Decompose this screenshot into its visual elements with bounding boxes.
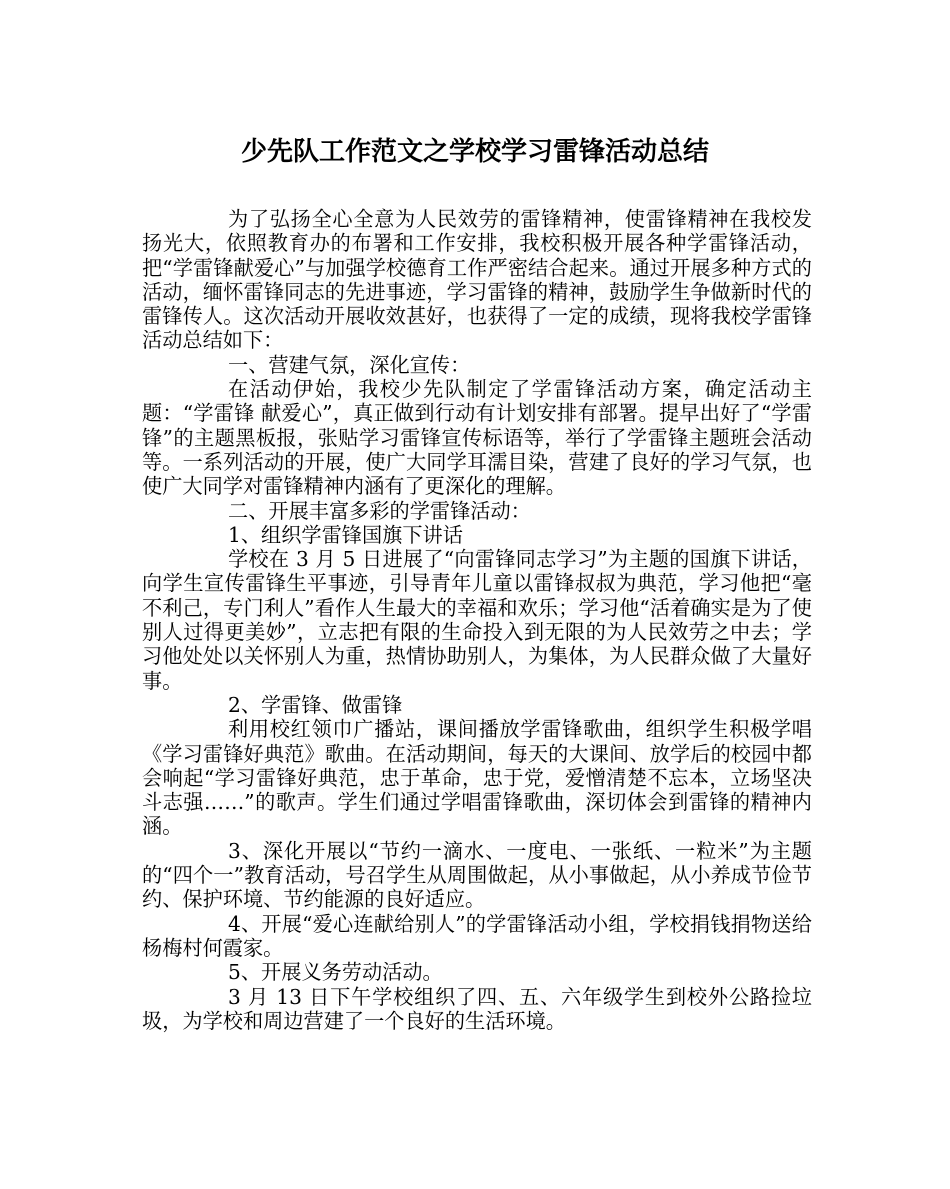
section-heading-1: 一、营建气氛，深化宣传：	[228, 352, 471, 377]
subheading-flag-speech: 1、组织学雷锋国旗下讲话	[228, 522, 463, 547]
document-body	[142, 207, 812, 1033]
paragraph-flag-speech: 学校在 3 月 5 日进展了“向雷锋同志学习”为主题的国旗下讲话，向学生宣传雷锋生平事迹，引导青年儿童以雷锋叔叔为典范，学习他把“毫不利己，专门利人”看作人生最大的幸福和欢乐；学习他“活着确实是为了使别人过得更美妙”，立志把有限的生命投入到无限的为人民效劳之中去；学习他处处以关怀别人为重，热情协助别人，为集体，为人民群众做了大量好事。	[142, 547, 812, 693]
paragraph-broadcast: 利用校红领巾广播站，课间播放学雷锋歌曲，组织学生积极学唱《学习雷锋好典范》歌曲。在活动期间，每天的大课间、放学后的校园中都会响起“学习雷锋好典范，忠于革命，忠于党，爱憎清楚不忘本，立场坚决斗志强……”的歌声。学生们通过学唱雷锋歌曲，深切体会到雷锋的精神内涵。	[142, 717, 812, 839]
subheading-learn-leifeng: 2、学雷锋、做雷锋	[228, 692, 403, 717]
paragraph-intro: 为了弘扬全心全意为人民效劳的雷锋精神，使雷锋精神在我校发扬光大，依照教育办的布署和工作安排，我校积极开展各种学雷锋活动，把“学雷锋献爱心”与加强学校德育工作严密结合起来。通过开展多种方式的活动，缅怀雷锋同志的先进事迹，学习雷锋的精神，鼓励学生争做新时代的雷锋传人。这次活动开展收效甚好，也获得了一定的成绩，现将我校学雷锋活动总结如下：	[142, 207, 812, 353]
paragraph-atmosphere: 在活动伊始，我校少先队制定了学雷锋活动方案，确定活动主题：“学雷锋 献爱心”，真正做到行动有计划安排有部署。提早出好了“学雷锋”的主题黑板报，张贴学习雷锋宣传标语等，举行了学雷锋主题班会活动等。一系列活动的开展，使广大同学耳濡目染，营建了良好的学习气氛，也使广大同学对雷锋精神内涵有了更深化的理解。	[142, 377, 812, 499]
document-title: 少先队工作范文之学校学习雷锋活动总结	[240, 137, 709, 167]
paragraph-love-group: 4、开展“爱心连献给别人”的学雷锋活动小组，学校捐钱捐物送给杨梅村何霞家。	[142, 911, 812, 960]
section-heading-2: 二、开展丰富多彩的学雷锋活动：	[228, 498, 531, 523]
paragraph-four-ones: 3、深化开展以“节约一滴水、一度电、一张纸、一粒米”为主题的“四个一”教育活动，号召学生从周围做起，从小事做起，从小养成节俭节约、保护环境、节约能源的良好适应。	[142, 838, 812, 912]
subheading-volunteer-labor: 5、开展义务劳动活动。	[228, 960, 443, 985]
paragraph-litter-pickup: 3 月 13 日下午学校组织了四、五、六年级学生到校外公路捡垃圾，为学校和周边营建了一个良好的生活环境。	[142, 984, 812, 1033]
